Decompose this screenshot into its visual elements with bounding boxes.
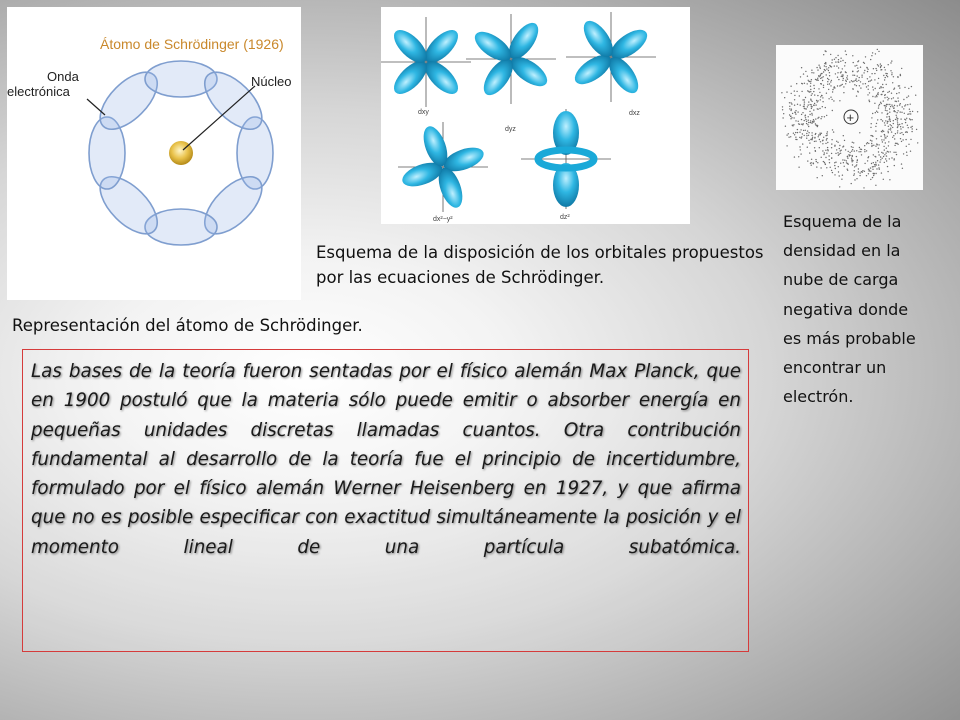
orbital-label-dz2: dz² xyxy=(560,214,570,221)
cloud-center-symbol: + xyxy=(846,110,855,125)
orbital-label-dyz: dyz xyxy=(505,126,516,133)
orbital-dxz xyxy=(566,12,656,117)
electron-cloud-diagram xyxy=(776,45,923,190)
wave-label-line1: Onda xyxy=(47,69,79,84)
orbital-dxy xyxy=(381,17,471,116)
orbital-label-dx2y2: dx²−y² xyxy=(433,216,453,223)
cloud-caption: Esquema de la densidad en la nube de carga negativa donde es más probable encontrar un electrón. xyxy=(783,212,916,407)
atom-caption: Representación del átomo de Schrödinger. xyxy=(12,316,363,335)
orbital-dx2y2 xyxy=(398,122,488,223)
orbital-label-dxy: dxy xyxy=(418,109,429,116)
orbital-dyz xyxy=(466,14,556,133)
atom-title: Átomo de Schrödinger (1926) xyxy=(100,36,284,52)
orbitals-diagram xyxy=(381,7,690,224)
nucleus-label: Núcleo xyxy=(251,74,292,89)
atom-diagram xyxy=(7,7,301,300)
wave-label-line2: electrónica xyxy=(7,84,70,99)
orbitals-caption: Esquema de la disposición de los orbitales propuestos por las ecuaciones de Schrödinger. xyxy=(316,243,764,287)
orbital-label-dxz: dxz xyxy=(629,110,640,117)
body-paragraph: Las bases de la teoría fueron sentadas por el físico alemán Max Planck, que en 1900 postuló que la materia sólo puede emitir o absorber energía en pequeñas unidades discretas llamadas cuantos. Otra contribución fundamental al desarrollo de la teoría fue el principio de incertidumbre, formulado por el físico alemán Werner Heisenberg en 1927, y que afirma que no es posible especificar con exactitud simultáneamente la posición y el momento lineal de una partícula subatómica. xyxy=(31,361,741,558)
orbital-dz2 xyxy=(521,109,611,221)
